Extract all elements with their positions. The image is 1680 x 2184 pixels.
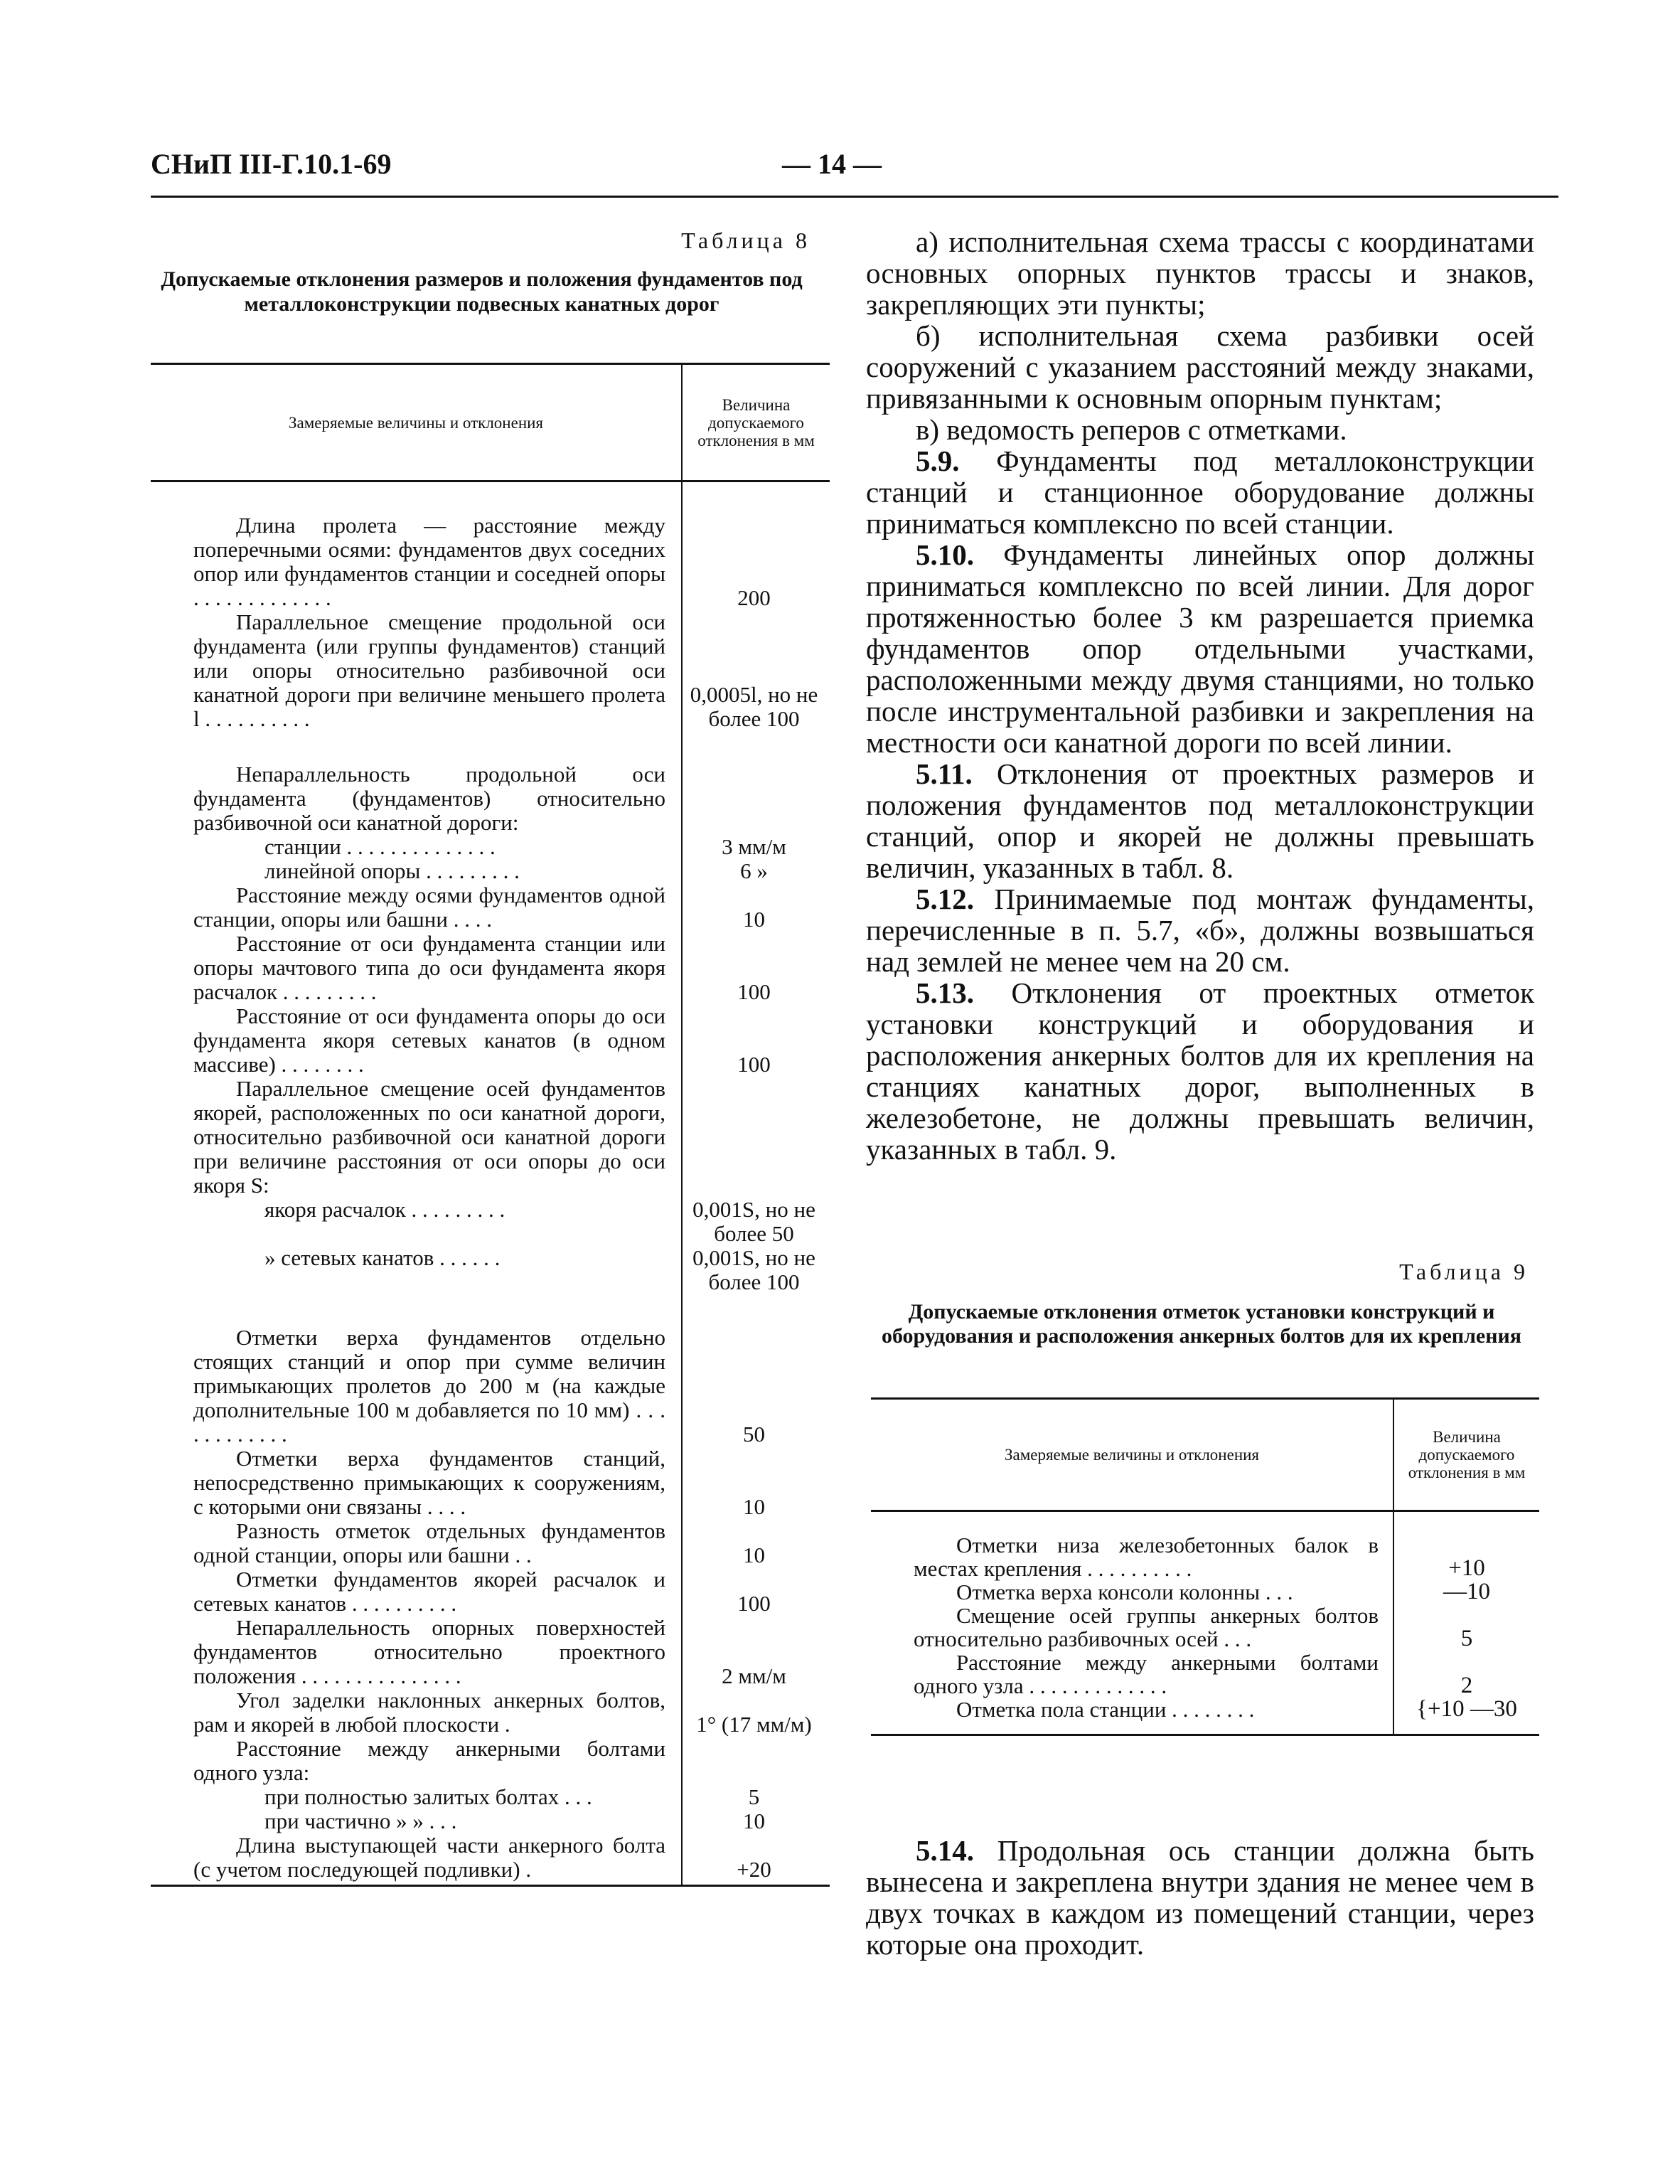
table-row: Непараллельность продольной оси фундамента (фундаментов) относительно разбивочной оси канатной дороги: xyxy=(151,762,830,835)
table-row: Непараллельность опорных поверхностей фундаментов относительно проектного положения . . . . . . . . . . . . . . . 2 мм/м xyxy=(151,1616,830,1688)
table-row: Отметки фундаментов якорей расчалок и сетевых канатов . . . . . . . . . . 100 xyxy=(151,1567,830,1616)
table-row: Параллельное смещение осей фундаментов якорей, расположенных по оси канатной дороги, относительно разбивочной оси канатной дороги при величине расстояния от оси опоры до оси якоря S: xyxy=(151,1077,830,1198)
table-9-title: Допускаемые отклонения отметок установки конструкций и оборудования и расположения анкерных болтов для их крепления xyxy=(881,1300,1522,1348)
table-header-row xyxy=(151,364,830,481)
right-column-text xyxy=(866,226,1534,1165)
table-row: Расстояние между анкерными болтами одного узла . . . . . . . . . . . . . 2 xyxy=(871,1651,1539,1698)
clause-5-14: 5.14. Продольная ось станции должна быть вынесена и закреплена внутри здания не менее чем в двух точках в каждом из помещений станции, через которые она проходит. xyxy=(866,1834,1534,1961)
paragraph-c: в) ведомость реперов с отметками. xyxy=(916,413,1347,446)
table-row: Расстояние от оси фундамента станции или опоры мачтового типа до оси фундамента якоря расчалок . . . . . . . . . 100 xyxy=(151,932,830,1004)
column-header-tolerance: Величина допускаемого отклонения в мм xyxy=(682,364,830,481)
header-divider xyxy=(151,196,1558,198)
table-row: Расстояние от оси фундамента опоры до оси фундамента якоря сетевых канатов (в одном массиве) . . . . . . . . 100 xyxy=(151,1004,830,1077)
table-9 xyxy=(871,1397,1539,1736)
table-row: линейной опоры . . . . . . . . . 6 » xyxy=(151,859,830,883)
table-header-row xyxy=(871,1399,1539,1511)
table-row: Параллельное смещение продольной оси фундамента (или группы фундаментов) станций или опоры относительно разбивочной оси канатной дороги при величине меньшего пролета l . . . . . . . . . . 0,0005l, но не более 100 xyxy=(151,610,830,731)
table-row: Расстояние между анкерными болтами одного узла: xyxy=(151,1737,830,1785)
table-8-label: Таблица 8 xyxy=(681,228,810,253)
clause-5-12: 5.12. Принимаемые под монтаж фундаменты, перечисленные в п. 5.7, «б», должны возвышаться над землей не менее чем на 20 см. xyxy=(866,883,1535,978)
document-code: СНиП III-Г.10.1-69 xyxy=(151,148,392,180)
table-row: Угол заделки наклонных анкерных болтов, рам и якорей в любой плоскости . 1° (17 мм/м) xyxy=(151,1688,830,1737)
table-row: станции . . . . . . . . . . . . . . 3 мм/м xyxy=(151,835,830,859)
table-row: Отметка пола станции . . . . . . . . {+10 —30 xyxy=(871,1698,1539,1735)
paragraph-b: б) исполнительная схема разбивки осей сооружений с указанием расстояний между знаками, привязанными к основным опорным пунктам; xyxy=(866,319,1534,415)
page-number: — 14 — xyxy=(782,148,882,180)
table-row: » сетевых канатов . . . . . . 0,001S, но не более 100 xyxy=(151,1246,830,1294)
table-row: Отметка верха консоли колонны . . . —10 xyxy=(871,1580,1539,1604)
clause-5-10: 5.10. Фундаменты линейных опор должны приниматься комплексно по всей линии. Для дорог протяженностью более 3 км разрешается приемка фундаментов опор отдельными участками, расположенными между двумя станциями, но только после инструментальной разбивки и закрепления на местности оси канатной дороги по всей линии. xyxy=(866,538,1534,759)
table-row: Отметки низа железобетонных балок в местах крепления . . . . . . . . . . +10 xyxy=(871,1511,1539,1581)
table-row: якоря расчалок . . . . . . . . . 0,001S, но не более 50 xyxy=(151,1198,830,1246)
table-8-title: Допускаемые отклонения размеров и положения фундаментов под металлоконструкции подвесных канатных дорог xyxy=(161,267,803,316)
table-row: Разность отметок отдельных фундаментов одной станции, опоры или башни . . 10 xyxy=(151,1519,830,1567)
clause-5-9: 5.9. Фундаменты под металлоконструкции станций и станционное оборудование должны приниматься комплексно по всей станции. xyxy=(866,444,1534,540)
table-row: Расстояние между осями фундаментов одной станции, опоры или башни . . . . 10 xyxy=(151,883,830,932)
table-row: Отметки верха фундаментов отдельно стоящих станций и опор при сумме величин примыкающих пролетов до 200 м (на каждые дополнительные 100 м добавляется по 10 мм) . . . . . . . . . . . . 50 xyxy=(151,1326,830,1447)
table-9-label: Таблица 9 xyxy=(1399,1259,1529,1284)
column-header-measured: Замеряемые величины и отклонения xyxy=(151,364,682,481)
table-row: Длина пролета — расстояние между поперечными осями: фундаментов двух соседних опор или фундаментов станции и соседней опоры . . . . . . . . . . . . . 200 xyxy=(151,513,830,610)
column-header-tolerance: Величина допускаемого отклонения в мм xyxy=(1393,1399,1539,1511)
table-row: Длина выступающей части анкерного болта (с учетом последующей подливки) . +20 xyxy=(151,1833,830,1886)
column-header-measured: Замеряемые величины и отклонения xyxy=(871,1399,1393,1511)
clause-5-13: 5.13. Отклонения от проектных отметок установки конструкций и оборудования и расположения анкерных болтов для их крепления на станциях канатных дорог, выполненных в железобетоне, не должны превышать величин, указанных в табл. 9. xyxy=(866,976,1535,1166)
clause-5-11: 5.11. Отклонения от проектных размеров и положения фундаментов под металлоконструкции станций, опор и якорей не должны превышать величин, указанных в табл. 8. xyxy=(866,757,1534,884)
table-row: при частично » » . . . 10 xyxy=(151,1809,830,1833)
table-8 xyxy=(151,363,830,1887)
table-row: Смещение осей группы анкерных болтов относительно разбивочных осей . . . 5 xyxy=(871,1604,1539,1651)
paragraph-a: а) исполнительная схема трассы с координатами основных опорных пунктов трассы и знаков, закрепляющих эти пункты; xyxy=(866,225,1534,321)
table-row: при полностью залитых болтах . . . 5 xyxy=(151,1785,830,1809)
table-row: Отметки верха фундаментов станций, непосредственно примыкающих к сооружениям, с которыми они связаны . . . . 10 xyxy=(151,1447,830,1519)
